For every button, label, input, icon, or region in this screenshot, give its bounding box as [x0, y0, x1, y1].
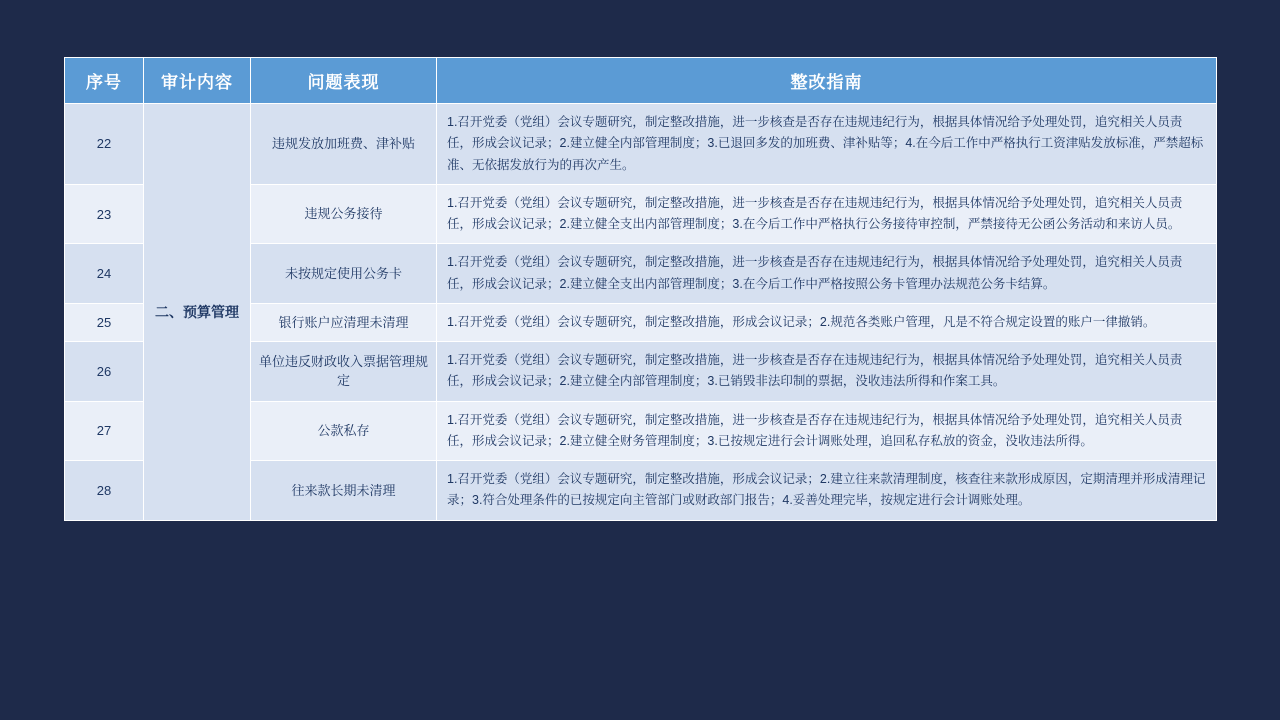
cell-guide: 1.召开党委（党组）会议专题研究，制定整改措施，形成会议记录；2.规范各类账户管理，凡是不符合规定设置的账户一律撤销。	[437, 303, 1217, 341]
column-header-audit-content: 审计内容	[144, 58, 251, 104]
cell-guide: 1.召开党委（党组）会议专题研究，制定整改措施，进一步核查是否存在违规违纪行为，根据具体情况给予处理处罚，追究相关人员责任，形成会议记录；2.建立健全内部管理制度；3.已销毁非法印制的票据，没收违法所得和作案工具。	[437, 342, 1217, 402]
table-row	[65, 104, 1217, 185]
cell-issue: 违规发放加班费、津补贴	[251, 104, 437, 185]
column-header-guide: 整改指南	[437, 58, 1217, 104]
cell-seq: 28	[65, 461, 144, 521]
cell-issue: 往来款长期未清理	[251, 461, 437, 521]
audit-table-container	[64, 57, 1216, 521]
cell-guide: 1.召开党委（党组）会议专题研究，制定整改措施，进一步核查是否存在违规违纪行为，根据具体情况给予处理处罚，追究相关人员责任，形成会议记录；2.建立健全内部管理制度；3.已退回多发的加班费、津补贴等；4.在今后工作中严格执行工资津贴发放标准，严禁超标准、无依据发放行为的再次产生。	[437, 104, 1217, 185]
column-header-seq: 序号	[65, 58, 144, 104]
cell-issue: 公款私存	[251, 401, 437, 461]
cell-seq: 25	[65, 303, 144, 341]
table-header	[65, 58, 1217, 104]
header-row	[65, 58, 1217, 104]
column-header-issue: 问题表现	[251, 58, 437, 104]
table-body	[65, 104, 1217, 521]
cell-seq: 23	[65, 184, 144, 244]
cell-issue: 银行账户应清理未清理	[251, 303, 437, 341]
cell-guide: 1.召开党委（党组）会议专题研究，制定整改措施，形成会议记录；2.建立往来款清理制度，核查往来款形成原因，定期清理并形成清理记录；3.符合处理条件的已按规定向主管部门或财政部门报告；4.妥善处理完毕，按规定进行会计调账处理。	[437, 461, 1217, 521]
cell-seq: 26	[65, 342, 144, 402]
cell-guide: 1.召开党委（党组）会议专题研究，制定整改措施，进一步核查是否存在违规违纪行为，根据具体情况给予处理处罚，追究相关人员责任，形成会议记录；2.建立健全财务管理制度；3.已按规定进行会计调账处理，追回私存私放的资金，没收违法所得。	[437, 401, 1217, 461]
cell-audit-content: 二、预算管理	[144, 104, 251, 521]
cell-issue: 违规公务接待	[251, 184, 437, 244]
cell-seq: 24	[65, 244, 144, 304]
cell-seq: 27	[65, 401, 144, 461]
cell-seq: 22	[65, 104, 144, 185]
audit-table	[64, 57, 1217, 521]
cell-issue: 未按规定使用公务卡	[251, 244, 437, 304]
cell-guide: 1.召开党委（党组）会议专题研究，制定整改措施，进一步核查是否存在违规违纪行为，根据具体情况给予处理处罚，追究相关人员责任，形成会议记录；2.建立健全支出内部管理制度；3.在今后工作中严格按照公务卡管理办法规范公务卡结算。	[437, 244, 1217, 304]
cell-issue: 单位违反财政收入票据管理规定	[251, 342, 437, 402]
cell-guide: 1.召开党委（党组）会议专题研究，制定整改措施，进一步核查是否存在违规违纪行为，根据具体情况给予处理处罚，追究相关人员责任，形成会议记录；2.建立健全支出内部管理制度；3.在今后工作中严格执行公务接待审控制，严禁接待无公函公务活动和来访人员。	[437, 184, 1217, 244]
